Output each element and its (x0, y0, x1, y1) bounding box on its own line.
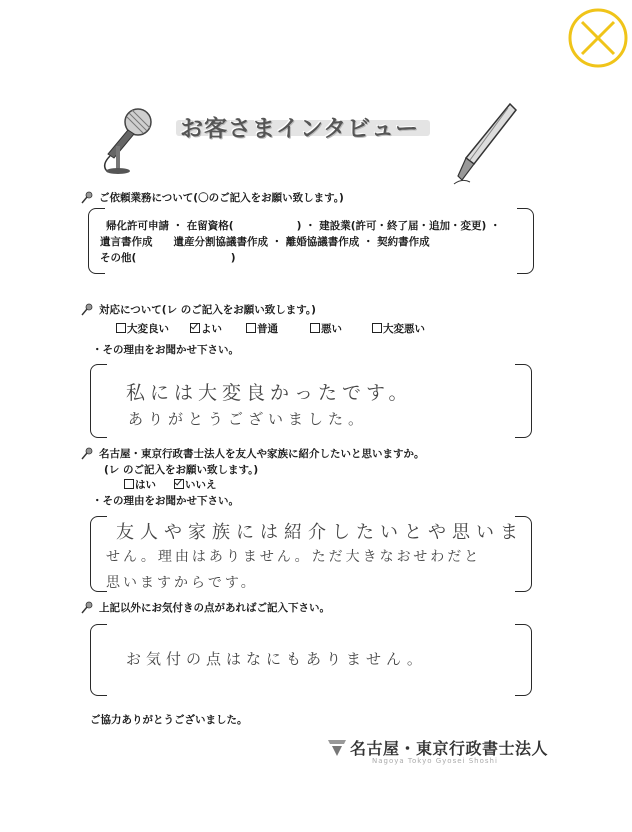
checkbox-very-good[interactable] (116, 323, 126, 333)
handwritten-answer-2-line-2: ありがとうございました。 (128, 410, 369, 428)
checkbox-good[interactable] (190, 323, 200, 333)
checkbox-normal[interactable] (246, 323, 256, 333)
option-bad[interactable]: 悪い (310, 321, 342, 336)
option-good[interactable]: よい (190, 321, 222, 336)
question-3-heading (80, 446, 425, 461)
handwritten-answer-3-line-1: 友人や家族には紹介したいとや思いま (116, 522, 524, 543)
company-logo-name: 名古屋・東京行政書士法人 (350, 739, 549, 758)
question-3-text: 名古屋・東京行政書士法人を友人や家族に紹介したいと思いますか。 (99, 448, 425, 460)
checkbox-no[interactable] (174, 479, 184, 489)
service-options-line-3: その他( ) (100, 252, 236, 264)
option-very-good[interactable]: 大変良い (116, 321, 169, 336)
question-3-subheading: (レ のご記入をお願い致します。) (104, 464, 259, 476)
page-title: お客さまインタビュー (180, 116, 420, 142)
handwritten-answer-4: お気付の点はなにもありません。 (126, 650, 427, 668)
checkbox-bad[interactable] (310, 323, 320, 333)
company-logo-subtitle: Nagoya Tokyo Gyosei Shoshi (372, 757, 498, 765)
microphone-small-icon (80, 447, 94, 461)
microphone-small-icon (80, 303, 94, 317)
handwritten-answer-3-line-3: 思いますからです。 (106, 575, 258, 591)
handwritten-answer-2-line-1: 私には大変良かったです。 (126, 382, 413, 404)
question-4-text: 上記以外にお気付きの点があればご記入下さい。 (99, 602, 330, 614)
closing-message: ご協力ありがとうございました。 (90, 714, 248, 726)
microphone-small-icon (80, 601, 94, 615)
cancel-x-icon (566, 6, 630, 70)
microphone-icon (94, 104, 158, 176)
service-options-line-1: 帰化許可申請 ・ 在留資格( ) ・ 建設業(許可・終了届・追加・変更) ・ (106, 220, 501, 232)
option-normal[interactable]: 普通 (246, 321, 278, 336)
option-yes[interactable]: はい (124, 477, 156, 492)
option-very-bad[interactable]: 大変悪い (372, 321, 425, 336)
microphone-small-icon (80, 191, 94, 205)
question-4-heading (80, 600, 330, 615)
pen-icon (448, 100, 520, 186)
reason-label-2: ・その理由をお聞かせ下さい。 (92, 344, 239, 356)
question-1-text: ご依頼業務について(〇のご記入をお願い致します。) (99, 192, 344, 204)
company-logo-icon (326, 738, 348, 758)
checkbox-very-bad[interactable] (372, 323, 382, 333)
service-options-line-2: 遺言書作成 遺産分割協議書作成 ・ 離婚協議書作成 ・ 契約書作成 (100, 236, 430, 248)
question-1-heading (80, 190, 344, 205)
question-2-text: 対応について(レ のご記入をお願い致します。) (99, 304, 316, 316)
checkbox-yes[interactable] (124, 479, 134, 489)
reason-label-3: ・その理由をお聞かせ下さい。 (92, 495, 239, 507)
option-no[interactable]: いいえ (174, 477, 217, 492)
handwritten-answer-3-line-2: せん。理由はありません。ただ大きなおせわだと (106, 549, 482, 565)
question-2-heading (80, 302, 316, 317)
